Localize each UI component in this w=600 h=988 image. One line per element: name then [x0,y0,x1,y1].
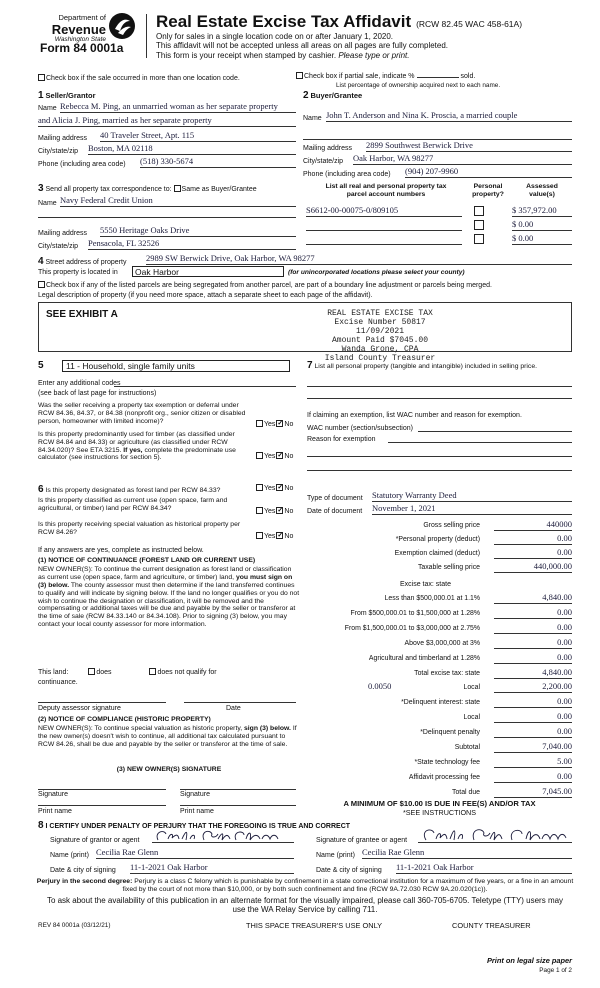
page-number: Page 1 of 2 [539,967,572,974]
subtotal[interactable]: 7,040.00 [494,742,572,753]
tax-row-exemption: Exemption claimed (deduct) 0.00 [394,547,572,557]
additional-codes-note: (see back of last page for instructions) [38,390,157,397]
multi-location-check[interactable]: Check box if the sale occurred in more than one location code. [38,74,240,83]
agency-line2: Revenue [51,21,106,37]
affidavit-processing-fee[interactable]: 0.00 [494,772,572,783]
partial-sale-note: List percentage of ownership acquired next to each name. [336,82,501,89]
parcel-row [306,206,572,219]
exemption-claim-label: If claiming an exemption, list WAC number and reason for exemption. [307,412,522,419]
excise-state-heading: Excise tax: state [400,581,451,588]
parcel-account[interactable]: S6612-00-00075-0/809105 [306,206,462,217]
tax-row-subtotal: Subtotal 7,040.00 [454,741,572,751]
continuance-label: continuance. [38,679,78,686]
correspondence-city-label: City/state/zip [38,243,79,250]
parcel-row [306,234,572,247]
grantee-date-label: Date & city of signing [316,867,382,874]
legal-paper-note: Print on legal size paper [486,956,572,965]
doc-type[interactable]: Statutory Warranty Deed [372,491,572,502]
certify-heading: 8 I CERTIFY UNDER PENALTY OF PERJURY THAT THE FOREGOING IS TRUE AND CORRECT [38,820,351,831]
tax-row-delinquent-penalty: *Delinquent penalty 0.00 [420,726,572,736]
local-rate[interactable]: 0.0050 [368,681,392,691]
grantor-signature[interactable] [152,828,294,843]
deputy-assessor-date[interactable]: Date [226,705,241,712]
treasurer-stamp: REAL ESTATE EXCISE TAX Excise Number 50817 11/09/2021 Amount Paid $7045.00 Wanda Grone, CPA Island County Treasurer [324,309,436,363]
current-use-no-checkbox[interactable] [276,507,283,514]
tier4-tax[interactable]: 0.00 [494,638,572,649]
seller-name-label: Name [38,105,57,112]
grantor-sig-label: Signature of grantor or agent [50,837,140,844]
minimum-due-notice: A MINIMUM OF $10.00 IS DUE IN FEE(S) AND/OR TAX [343,799,536,808]
correspondence-mailing[interactable]: 5550 Heritage Oaks Drive [100,226,296,237]
legal-description-label: Legal description of property (if you need more space, attach a separate sheet to each page of the affidavit). [38,292,373,299]
forest-no-checkbox[interactable] [276,484,283,491]
tax-row-delinquent-local: Local 0.00 [463,711,572,721]
personal-property-question: 7 List all personal property (tangible and intangible) included in selling price. [307,360,537,371]
forest-yes-no: Yes✓ No [256,484,293,493]
continuance-heading: (1) NOTICE OF CONTINUANCE (FOREST LAND OR CURRENT USE) [38,557,256,564]
gross-selling-price[interactable]: 440000 [494,520,572,531]
grantee-sig-label: Signature of grantee or agent [316,837,408,844]
total-state-tax[interactable]: 4,840.00 [494,668,572,679]
property-located-value: Oak Harbor [135,267,179,277]
seller-phone[interactable]: (518) 330-5674 [140,157,296,168]
segregated-check[interactable]: Check box if any of the listed parcels are being segregated from another parcel, are part of a boundary line adjustment or parcels being merged. [38,281,492,290]
parcel-value[interactable]: $ 0.00 [512,220,572,231]
buyer-city[interactable]: Oak Harbor, WA 98277 [353,154,572,165]
grantee-name[interactable]: Cecilia Rae Glenn [362,848,572,859]
compliance-heading: (2) NOTICE OF COMPLIANCE (HISTORIC PROPERTY) [38,716,211,723]
exemption-reason-label: Reason for exemption [307,436,376,443]
new-owner-print-1[interactable]: Print name [38,808,72,815]
tax-row-local: Local 2,200.00 [463,681,572,691]
historic-yes-no: Yes✓ No [256,532,293,541]
property-street[interactable]: 2989 SW Berwick Drive, Oak Harbor, WA 98277 [146,254,572,265]
current-use-yes-checkbox[interactable] [256,507,263,514]
tax-row-tier3: From $1,500,000.01 to $3,000,000 at 2.75% 0.00 [344,622,572,632]
buyer-city-label: City/state/zip [303,158,344,165]
tax-row-tier4: Above $3,000,000 at 3% 0.00 [404,637,572,647]
parcel-row [306,220,572,233]
seller-name-line1[interactable]: Rebecca M. Ping, an unmarried woman as her separate property [60,102,296,113]
forest-yes-checkbox[interactable] [256,484,263,491]
personal-property-checkbox[interactable] [474,234,484,244]
tax-row-tier2: From $500,000.01 to $1,500,000 at 1.28% 0.00 [350,607,572,617]
buyer-heading: 2 Buyer/Grantee [303,90,363,101]
perjury-notice: Perjury in the second degree: Perjury is a class C felony which is punishable by confinement in a state correctional institution for a maximum of five years, or a fine in an amount fixed by the court of not more than $10,000, or by both such confinement and fine (RCW 9A.72.030 RCW 9A.20.020(1c)). [36,878,574,893]
grantee-date-city[interactable]: 11-1-2021 Oak Harbor [396,863,572,874]
seller-mailing[interactable]: 40 Traveler Street, Apt. 115 [100,131,296,142]
see-instructions: *SEE INSTRUCTIONS [402,808,477,817]
tax-row-tier1: Less than $500,000.01 at 1.1% 4,840.00 [384,592,572,602]
seller-phone-label: Phone (including area code) [38,161,126,168]
current-use-question: Is this property classified as current use (open space, farm and agricultural, or timber) land per RCW 84.34? [38,497,228,512]
tier2-tax[interactable]: 0.00 [494,608,572,619]
availability-notice: To ask about the availability of this publication in an alternate format for the visually impaired, please call 360-705-6705. Teletype (TTY) users may use the WA Relay Service by calling 711. [46,896,564,915]
agricultural-tax[interactable]: 0.00 [494,653,572,664]
parcel-header-assessed: Assessed value(s) [526,183,558,198]
grantor-name-label: Name (print) [50,852,89,859]
personal-property-checkbox[interactable] [474,220,484,230]
grantor-signature-image [152,828,294,843]
exemption-reason-field[interactable] [388,434,572,443]
form-title-row [156,12,522,32]
parcel-account[interactable] [306,234,462,245]
property-street-label: 4 Street address of property [38,256,127,267]
doc-date[interactable]: November 1, 2021 [372,504,572,515]
parcel-header-list: List all real and personal property tax parcel account numbers [325,183,447,198]
new-owner-signature-2[interactable]: Signature [180,791,210,798]
parcel-header-personal: Personal property? [472,183,504,198]
seller-city[interactable]: Boston, MA 02118 [88,144,296,155]
compliance-text: NEW OWNER(S): To continue special valuation as historic property, sign (3) below. If the new owner(s) doesn't wish to continue, all additional tax calculated pursuant to RCW 84.26, shall be due and payable by the seller or transferor at the time of sale. [38,725,297,748]
tax-row-tech-fee: *State technology fee 5.00 [414,756,572,766]
timber-yes-checkbox[interactable] [256,452,263,459]
doc-type-label: Type of document [307,495,363,502]
delinquent-penalty[interactable]: 0.00 [494,727,572,738]
section6-instruction: If any answers are yes, complete as instructed below. [38,547,204,554]
forest-question: 6 Is this property designated as forest land per RCW 84.33? [38,484,221,495]
additional-codes-label: Enter any additional codes [38,380,121,387]
form-number: Form 84 0001a [40,41,124,55]
new-owner-signature-heading: (3) NEW OWNER(S) SIGNATURE [116,766,222,773]
historic-no-checkbox[interactable] [276,532,283,539]
tax-row-agri: Agricultural and timberland at 1.28% 0.00 [368,652,572,662]
legal-exhibit: SEE EXHIBIT A [46,309,118,320]
tax-row-processing-fee: Affidavit processing fee 0.00 [408,771,572,781]
delinquent-interest-state[interactable]: 0.00 [494,697,572,708]
partial-sale-check[interactable]: Check box if partial sale, indicate % sold. [296,72,475,81]
section5-num: 5 [38,360,44,371]
tax-row-total-due: Total due 7,045.00 [452,786,572,796]
buyer-name[interactable]: John T. Anderson and Nina K. Proscia, a married couple [326,111,572,122]
exemption-no-checkbox[interactable] [276,420,283,427]
exemption-yes-checkbox[interactable] [256,420,263,427]
tax-row-gross: Gross selling price 440000 [423,519,572,529]
notice-3-emphasis: Please type or print. [338,50,410,60]
tax-row-taxable: Taxable selling price 440,000.00 [417,561,572,571]
wac-label: WAC number (section/subsection) [307,425,413,432]
grantor-date-label: Date & city of signing [50,867,116,874]
does-not-qualify-checkbox[interactable] [149,668,156,675]
seller-heading: 1 Seller/Grantor [38,90,96,101]
correspondence-name-label: Name [38,200,57,207]
grantee-name-label: Name (print) [316,852,355,859]
new-owner-signature-1[interactable]: Signature [38,791,68,798]
correspondence-heading: 3 Send all property tax correspondence to: Same as Buyer/Grantee [38,183,257,194]
personal-property-deduct[interactable]: 0.00 [494,534,572,545]
dor-logo-icon [108,12,136,40]
agency-line3: Washington State [54,35,106,43]
county-treasurer-label: COUNTY TREASURER [452,921,531,930]
doc-date-label: Date of document [307,508,363,515]
exemption-question: Was the seller receiving a property tax exemption or deferral under RCW 84.36, 84.37, or 84.38 (nonprofit org., senior citizen or disabled person, homeowner with limited income)? [38,402,246,425]
tax-row-delinquent-state: *Delinquent interest: state 0.00 [401,696,572,706]
tier3-tax[interactable]: 0.00 [494,623,572,634]
current-use-yes-no: Yes✓ No [256,507,293,516]
correspondence-city[interactable]: Pensacola, FL 32526 [88,239,296,250]
multi-location-checkbox[interactable] [38,74,45,81]
historic-yes-checkbox[interactable] [256,532,263,539]
form-title-ref: (RCW 82.45 WAC 458-61A) [416,19,523,29]
deputy-assessor-signature[interactable]: Deputy assessor signature [38,705,121,712]
segregated-checkbox[interactable] [38,281,45,288]
this-land-row: This land: does does not qualify for [38,669,217,676]
property-located-note: (for unincorporated locations please select your county) [288,269,465,276]
treasurer-space-label: THIS SPACE TREASURER'S USE ONLY [246,921,383,930]
notice-2: This affidavit will not be accepted unless all areas on all pages are fully completed. [156,41,449,51]
land-use-value: 11 - Household, single family units [66,361,195,371]
historic-question: Is this property receiving special valuation as historical property per RCW 84.26? [38,521,241,536]
parcel-value[interactable]: $ 0.00 [512,234,572,245]
tier1-tax[interactable]: 4,840.00 [494,593,572,604]
delinquent-interest-local[interactable]: 0.00 [494,712,572,723]
land-use-select[interactable] [62,360,290,372]
total-due[interactable]: 7,045.00 [494,787,572,798]
buyer-phone[interactable]: (904) 207-9960 [405,167,572,178]
seller-city-label: City/state/zip [38,148,79,155]
grantor-name[interactable]: Cecilia Rae Glenn [96,848,294,859]
grantee-signature-image [418,826,572,843]
rev-number: REV 84 0001a (03/12/21) [38,922,111,929]
agency-line1: Department of [58,13,106,22]
wac-field[interactable] [418,423,572,432]
exemption-claimed[interactable]: 0.00 [494,548,572,559]
same-as-buyer-checkbox[interactable] [174,185,181,192]
seller-mailing-label: Mailing address [38,135,88,142]
grantee-signature[interactable] [418,826,572,843]
taxable-selling-price[interactable]: 440,000.00 [494,562,572,573]
additional-codes-field[interactable] [114,378,296,387]
tax-row-total-state: Total excise tax: state 4,840.00 [414,667,572,677]
exemption-yes-no: Yes✓ No [256,420,293,429]
parcel-account[interactable] [306,220,462,231]
buyer-mailing[interactable]: 2899 Southwest Berwick Drive [366,141,572,152]
header-notices [156,32,448,60]
new-owner-print-2[interactable]: Print name [180,808,214,815]
property-located-label: This property is located in [38,269,118,276]
timber-question: Is this property predominantly used for timber (as classified under RCW 84.84 and 84.33) or agriculture (as classified under RCW 84.34.020)? See ETA 3215. If yes, complete the predominate use calculator (see instructions for section 5). [38,431,236,462]
local-tax[interactable]: 2,200.00 [494,682,572,693]
continuance-text: NEW OWNER(S): To continue the current designation as forest land or classification as current use (open space, farm and agriculture, or timber) land, you must sign on (3) below. The county assessor must then determine if the land transferred continues to qualify and will indicate by signing below. If the land no longer qualifies or you do not wish to continue the designation or classification, it will be removed and the compensating or additional taxes will be due and payable by the seller or transferor at the time of sale (RCW 84.33.140 or 84.34.108). Prior to signing (3) below, you may contact your local county assessor for more information. [38,566,300,629]
notice-3: This form is your receipt when stamped by cashier. Please type or print. [156,50,410,60]
buyer-name-label: Name [303,115,322,122]
correspondence-mailing-label: Mailing address [38,230,88,237]
does-qualify-checkbox[interactable] [88,668,95,675]
buyer-mailing-label: Mailing address [303,145,353,152]
form-title: Real Estate Excise Tax Affidavit [156,12,412,31]
timber-yes-no: Yes✓ No [256,452,293,461]
buyer-phone-label: Phone (including area code) [303,171,391,178]
tax-row-personal: *Personal property (deduct) 0.00 [395,533,572,543]
grantor-date-city[interactable]: 11-1-2021 Oak Harbor [130,863,294,874]
parcel-value[interactable]: $ 357,972.00 [512,206,572,217]
timber-no-checkbox[interactable] [276,452,283,459]
state-technology-fee[interactable]: 5.00 [494,757,572,768]
correspondence-name[interactable]: Navy Federal Credit Union [60,196,296,207]
property-located-select[interactable] [132,266,284,277]
partial-sale-checkbox[interactable] [296,72,303,79]
notice-1: Only for sales in a single location code on or after January 1, 2020. [156,32,394,41]
seller-name-line2[interactable]: and Alicia J. Ping, married as her separate property [38,116,296,127]
personal-property-checkbox[interactable] [474,206,484,216]
